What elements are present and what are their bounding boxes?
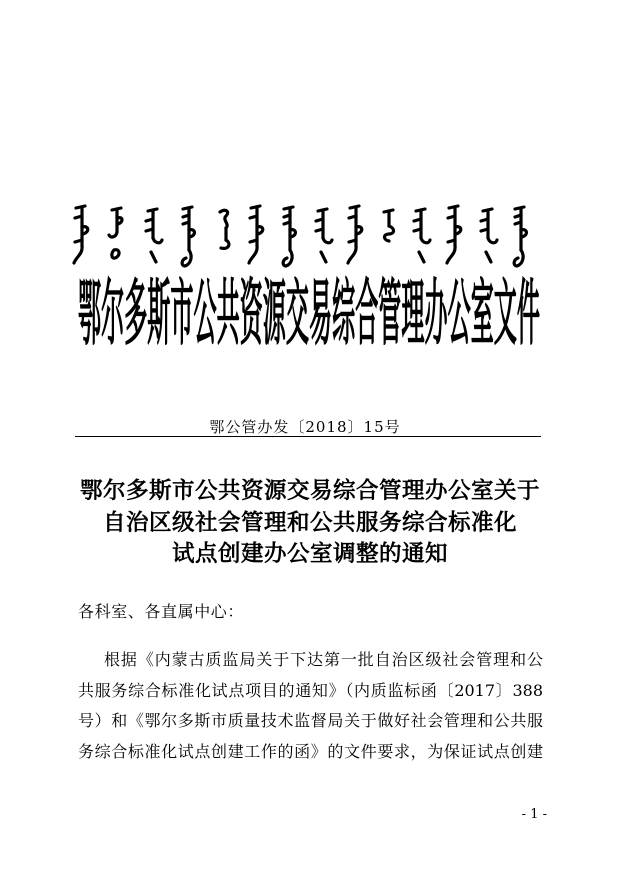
mongolian-word-glyph: [414, 209, 430, 262]
mongolian-word-glyph: [249, 206, 263, 263]
mongolian-word-glyph: [384, 210, 394, 241]
heading-line: 自治区级社会管理和公共服务综合标准化: [102, 509, 517, 536]
heading-line: 鄂尔多斯市公共资源交易综合管理办公室关于: [79, 478, 540, 504]
mongolian-word-glyph: [283, 207, 295, 266]
body-line: 共服务综合标准化试点项目的通知》（内质监标函〔2017〕388: [78, 680, 543, 700]
body-paragraph: [78, 645, 543, 767]
letterhead-title-block: [0, 270, 620, 356]
mongolian-word-glyph: [481, 209, 497, 262]
mongolian-word-glyph: [220, 210, 229, 248]
mongolian-word-glyph: [182, 207, 194, 266]
mongolian-word-glyph: [348, 206, 362, 263]
mongolian-letterhead: [0, 198, 620, 274]
mongolian-word-glyph: [316, 209, 332, 262]
page-number: - 1 -: [521, 807, 547, 822]
body-line: 号）和《鄂尔多斯市质量技术监督局关于做好社会管理和公共服: [78, 711, 543, 730]
letterhead-title: 鄂尔多斯市公共资源交易综合管理办公室文件: [78, 270, 540, 355]
mongolian-word-glyph: [146, 209, 162, 262]
mongolian-word-glyph: [109, 208, 122, 258]
body-line: 务综合标准化试点创建工作的函》的文件要求，为保证试点创建: [78, 741, 543, 761]
document-heading: [30, 476, 590, 571]
body-line: 根据《内蒙古质监局关于下达第一批自治区级社会管理和公: [104, 650, 543, 669]
salutation: 各科室、各直属中心：: [78, 602, 245, 621]
mongolian-word-glyph: [514, 207, 526, 266]
document-number: 鄂公管办发〔2018〕15号: [209, 418, 401, 436]
header-divider: [75, 436, 541, 437]
mongolian-word-glyph: [74, 206, 88, 263]
heading-line: 试点创建办公室调整的通知: [171, 541, 448, 567]
mongolian-word-glyph: [447, 206, 461, 263]
